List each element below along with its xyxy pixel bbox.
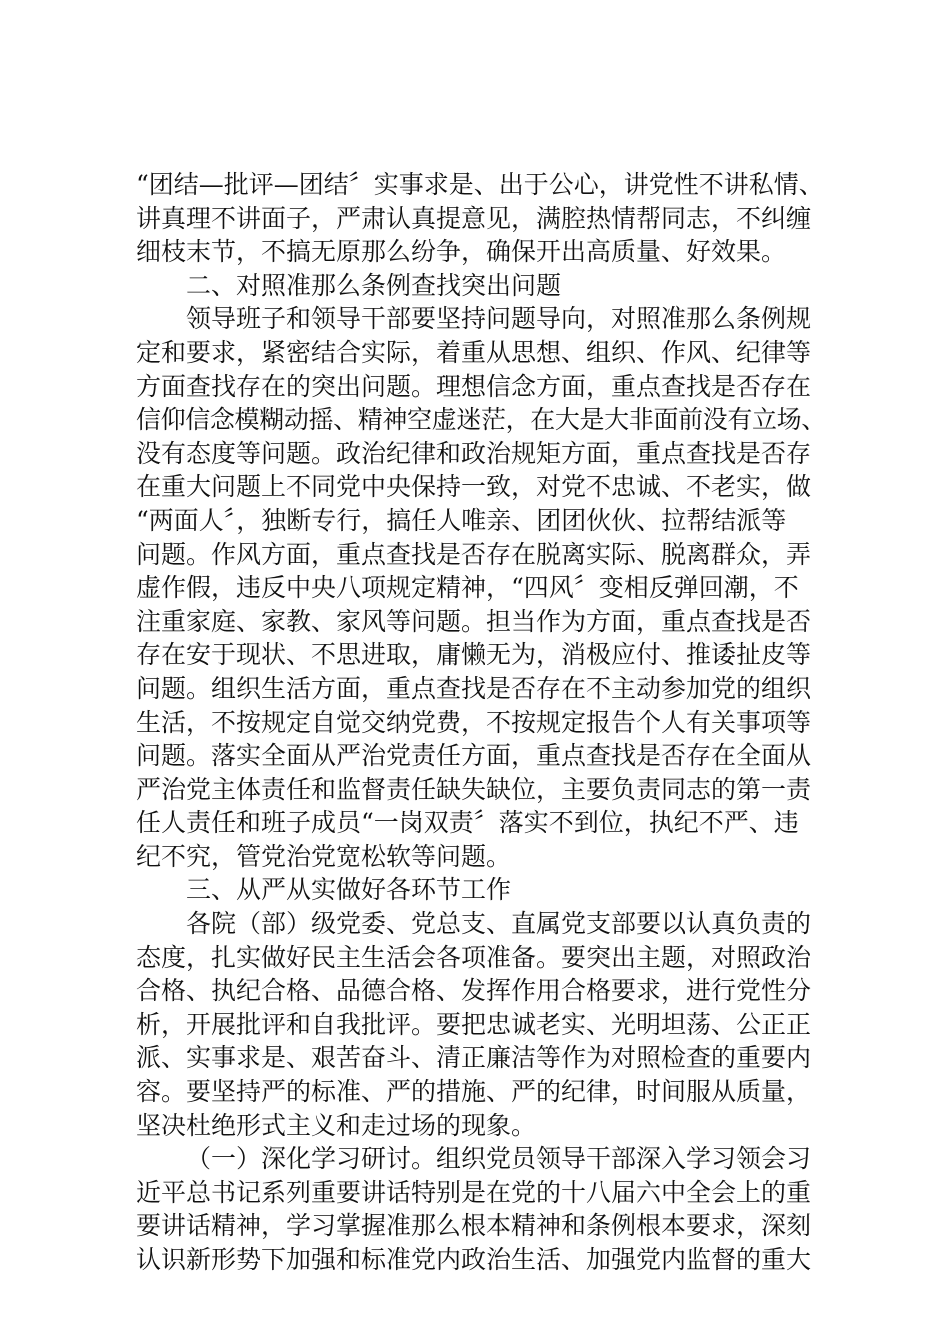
text-line: “两面人〞，独断专行，搞任人唯亲、团团伙伙、拉帮结派等 <box>136 505 787 535</box>
text-line: 领导班子和领导干部要坚持问题导向，对照准那么条例规 <box>186 304 812 334</box>
text-line: 各院（部）级党委、党总支、直属党支部要以认真负责的 <box>186 909 812 939</box>
text-line: 容。要坚持严的标准、严的措施、严的纪律，时间服从质量， <box>136 1077 812 1107</box>
text-line: 细枝末节，不搞无原那么纷争，确保开出高质量、好效果。 <box>136 237 787 267</box>
text-line: 要讲话精神，学习掌握准那么根本精神和条例根本要求，深刻 <box>136 1211 812 1241</box>
text-line: 纪不究，管党治党宽松软等问题。 <box>136 841 512 871</box>
text-line: 定和要求，紧密结合实际，着重从思想、组织、作风、纪律等 <box>136 337 812 367</box>
section-heading: 二、对照准那么条例查找突出问题 <box>186 270 562 300</box>
text-line: 任人责任和班子成员“一岗双责〞落实不到位，执纪不严、违 <box>136 808 799 838</box>
text-line: 虚作假，违反中央八项规定精神，“四风〞变相反弹回潮，不 <box>136 573 799 603</box>
text-line: 在重大问题上不同党中央保持一致，对党不忠诚、不老实，做 <box>136 472 812 502</box>
text-line: 近平总书记系列重要讲话特别是在党的十八届六中全会上的重 <box>136 1177 812 1207</box>
text-line: 没有态度等问题。政治纪律和政治规矩方面，重点查找是否存 <box>136 438 812 468</box>
text-line: 注重家庭、家教、家风等问题。担当作为方面，重点查找是否 <box>136 606 812 636</box>
text-line: 存在安于现状、不思进取，庸懒无为，消极应付、推诿扯皮等 <box>136 640 812 670</box>
text-line: 认识新形势下加强和标准党内政治生活、加强党内监督的重大 <box>136 1245 812 1274</box>
text-line: 生活，不按规定自觉交纳党费，不按规定报告个人有关事项等 <box>136 707 812 737</box>
text-line: 信仰信念模糊动摇、精神空虚迷茫，在大是大非面前没有立场、 <box>136 405 826 435</box>
document-body <box>136 168 826 1277</box>
text-line: 问题。作风方面，重点查找是否存在脱离实际、脱离群众，弄 <box>136 539 812 569</box>
text-line: 合格、执纪合格、品德合格、发挥作用合格要求，进行党性分 <box>136 976 812 1006</box>
text-line: 析，开展批评和自我批评。要把忠诚老实、光明坦荡、公正正 <box>136 1009 812 1039</box>
subsection-line: （一）深化学习研讨。组织党员领导干部深入学习领会习 <box>186 1144 812 1174</box>
text-line: 态度，扎实做好民主生活会各项准备。要突出主题，对照政治 <box>136 942 812 972</box>
text-line: “团结—批评—团结〞实事求是、出于公心，讲党性不讲私情、 <box>136 170 824 199</box>
text-line: 讲真理不讲面子，严肃认真提意见，满腔热情帮同志，不纠缠 <box>136 203 812 233</box>
text-line: 派、实事求是、艰苦奋斗、清正廉洁等作为对照检查的重要内 <box>136 1043 812 1073</box>
text-line: 问题。组织生活方面，重点查找是否存在不主动参加党的组织 <box>136 673 812 703</box>
text-line: 方面查找存在的突出问题。理想信念方面，重点查找是否存在 <box>136 371 812 401</box>
section-heading: 三、从严从实做好各环节工作 <box>186 875 512 905</box>
text-line: 问题。落实全面从严治党责任方面，重点查找是否存在全面从 <box>136 741 812 771</box>
text-line: 严治党主体责任和监督责任缺失缺位，主要负责同志的第一责 <box>136 774 812 804</box>
text-line: 坚决杜绝形式主义和走过场的现象。 <box>136 1110 537 1140</box>
